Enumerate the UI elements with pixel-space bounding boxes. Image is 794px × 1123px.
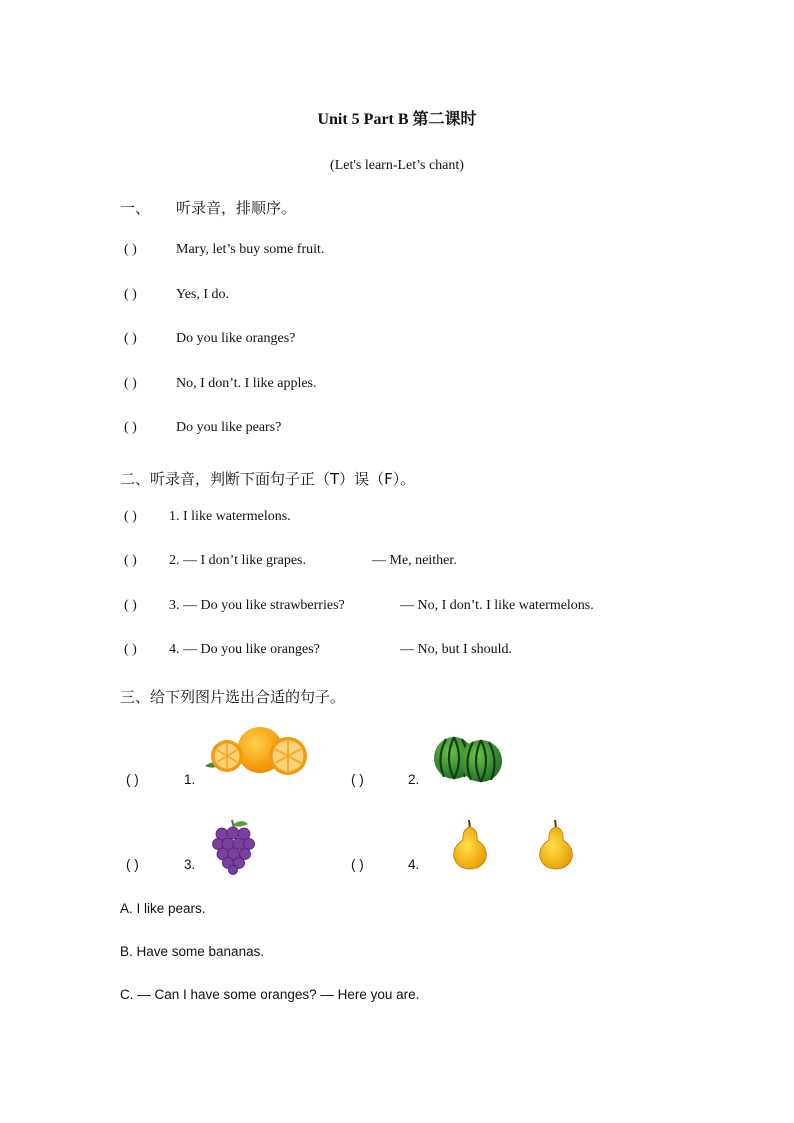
item-text: 4. — Do you like oranges? — [169, 642, 320, 657]
section2-heading: 二、听录音，判断下面句子正（T）误（F）。 — [120, 470, 416, 488]
picture-number: 3. — [184, 857, 196, 872]
item-reply: — No, I don’t. I like watermelons. — [400, 598, 594, 613]
watermelons-icon — [432, 736, 506, 784]
section1-heading-number: 一、 — [120, 199, 151, 217]
list-item — [124, 553, 306, 569]
list-item — [124, 287, 229, 303]
item-text: Do you like pears? — [176, 420, 282, 435]
option-a: A. I like pears. — [120, 901, 206, 916]
list-item — [124, 420, 281, 436]
oranges-icon — [203, 726, 309, 778]
list-item — [124, 376, 317, 392]
picture-item-1 — [126, 772, 195, 787]
item-text: Do you like oranges? — [176, 331, 296, 346]
item-text: Mary, let’s buy some fruit. — [176, 242, 325, 257]
item-text: 2. — I don’t like grapes. — [169, 553, 306, 568]
answer-bracket[interactable]: ( ) — [124, 553, 137, 568]
pear-icon — [450, 820, 490, 870]
grapes-icon — [212, 818, 256, 874]
picture-item-3 — [126, 857, 195, 872]
page-subtitle: (Let's learn-Let’s chant) — [330, 158, 464, 173]
page-title: Unit 5 Part B 第二课时 — [317, 111, 477, 128]
pear-icon — [536, 820, 576, 870]
list-item — [124, 642, 320, 658]
answer-bracket[interactable]: ( ) — [126, 857, 139, 872]
answer-bracket[interactable]: ( ) — [124, 287, 137, 302]
list-item — [124, 331, 295, 347]
answer-bracket[interactable]: ( ) — [351, 772, 364, 787]
picture-number: 2. — [408, 772, 420, 787]
answer-bracket[interactable]: ( ) — [124, 331, 137, 346]
item-text: Yes, I do. — [176, 287, 230, 302]
list-item — [124, 242, 324, 258]
item-reply: — Me, neither. — [372, 553, 457, 568]
section1-heading: 听录音，排顺序。 — [176, 199, 297, 217]
answer-bracket[interactable]: ( ) — [126, 772, 139, 787]
picture-number: 4. — [408, 857, 420, 872]
picture-number: 1. — [184, 772, 196, 787]
answer-bracket[interactable]: ( ) — [124, 509, 137, 524]
answer-bracket[interactable]: ( ) — [124, 376, 137, 391]
answer-bracket[interactable]: ( ) — [124, 642, 137, 657]
item-text: 3. — Do you like strawberries? — [169, 598, 345, 613]
option-c: C. — Can I have some oranges? — Here you are. — [120, 987, 420, 1002]
list-item — [124, 598, 345, 614]
option-b: B. Have some bananas. — [120, 944, 265, 959]
item-reply: — No, but I should. — [400, 642, 512, 657]
picture-item-4 — [351, 857, 419, 872]
item-text: No, I don’t. I like apples. — [176, 376, 317, 391]
picture-item-2 — [351, 772, 419, 787]
section3-heading: 三、给下列图片选出合适的句子。 — [120, 688, 346, 706]
list-item — [124, 509, 291, 525]
item-text: 1. I like watermelons. — [169, 509, 291, 524]
answer-bracket[interactable]: ( ) — [124, 420, 137, 435]
answer-bracket[interactable]: ( ) — [351, 857, 364, 872]
answer-bracket[interactable]: ( ) — [124, 242, 137, 257]
answer-bracket[interactable]: ( ) — [124, 598, 137, 613]
